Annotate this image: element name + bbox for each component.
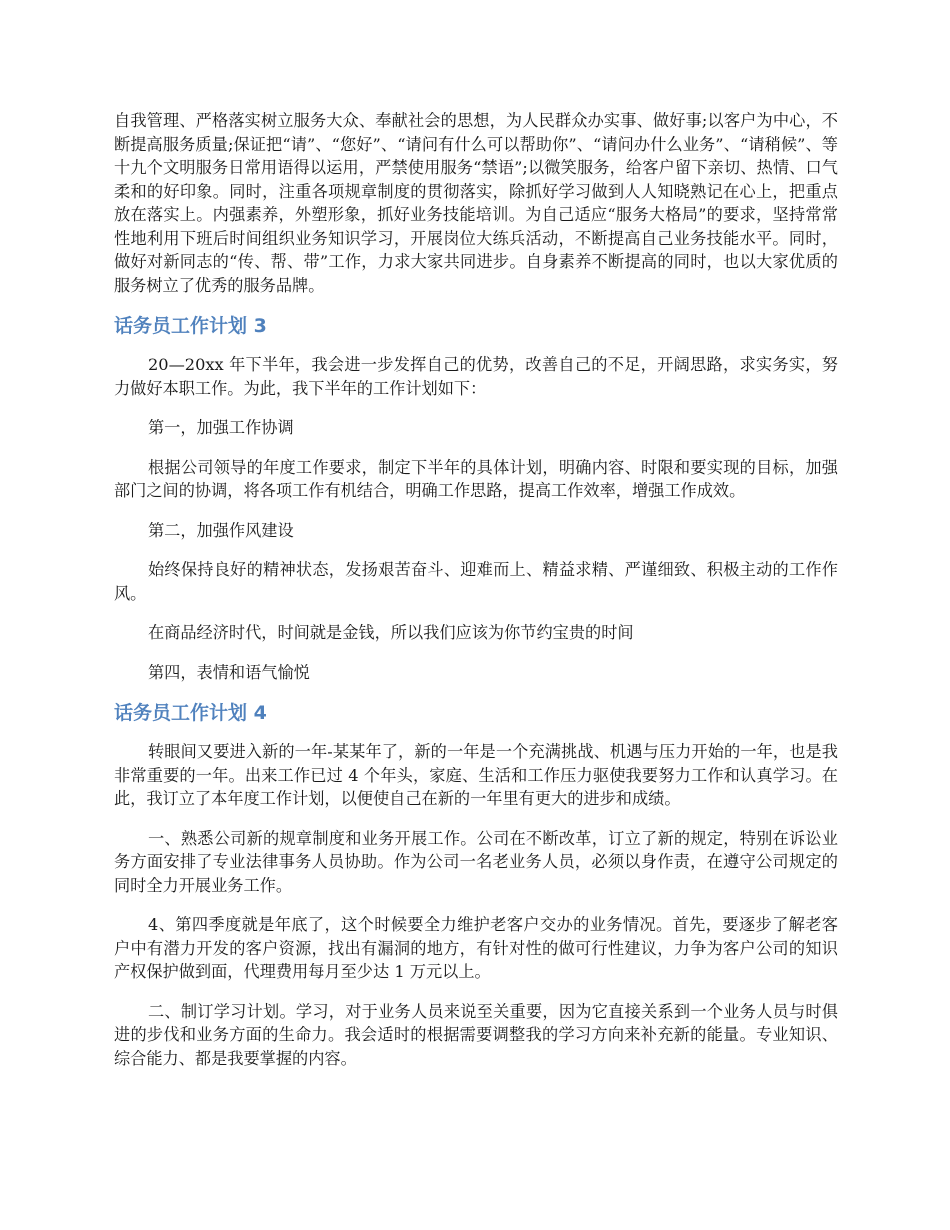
paragraph: 转眼间又要进入新的一年-某某年了，新的一年是一个充满挑战、机遇与压力开始的一年，也是我非常重要的一年。出来工作已过 4 个年头，家庭、生活和工作压力驱使我要努力工作和认真学习。在此，我订立了本年度工作计划，以便使自己在新的一年里有更大的进步和成绩。 — [114, 742, 838, 808]
paragraph: 4、第四季度就是年底了，这个时候要全力维护老客户交办的业务情况。首先，要逐步了解老客户中有潜力开发的客户资源，找出有漏洞的地方，有针对性的做可行性建议，力争为客户公司的知识产权保护做到面，代理费用每月至少达 1 万元以上。 — [114, 915, 838, 981]
section-heading-4: 话务员工作计划 4 — [114, 702, 267, 724]
paragraph: 一、熟悉公司新的规章制度和业务开展工作。公司在不断改革，订立了新的规定，特别在诉讼业务方面安排了专业法律事务人员协助。作为公司一名老业务人员，必须以身作责，在遵守公司规定的同时全力开展业务工作。 — [114, 828, 838, 895]
paragraph: 自我管理、严格落实树立服务大众、奉献社会的思想，为人民群众办实事、做好事;以客户为中心，不断提高服务质量;保证把“请”、“您好”、“请问有什么可以帮助你”、“请问办什么业务”、“请稍候”、等十九个文明服务日常用语得以运用，严禁使用服务“禁语”;以微笑服务，给客户留下亲切、热情、口气柔和的好印象。同时，注重各项规章制度的贯彻落实，除抓好学习做到人人知晓熟记在心上，把重点放在落实上。内强素养，外塑形象，抓好业务技能培训。为自己适应“服务大格局”的要求，坚持常常性地利用下班后时间组织业务知识学习，开展岗位大练兵活动，不断提高自己业务技能水平。同时，做好对新同志的“传、帮、带”工作，力求大家共同进步。自身素养不断提高的同时，也以大家优质的服务树立了优秀的服务品牌。 — [114, 111, 838, 295]
paragraph: 始终保持良好的精神状态，发扬艰苦奋斗、迎难而上、精益求精、严谨细致、积极主动的工作作风。 — [114, 560, 838, 603]
section-heading-3: 话务员工作计划 3 — [114, 315, 267, 337]
paragraph: 20—20xx 年下半年，我会进一步发挥自己的优势，改善自己的不足，开阔思路，求实务实，努力做好本职工作。为此，我下半年的工作计划如下： — [114, 355, 838, 398]
paragraph: 第二，加强作风建设 — [148, 520, 294, 540]
paragraph: 第四，表情和语气愉悦 — [148, 662, 310, 682]
paragraph: 二、制订学习计划。学习，对于业务人员来说至关重要，因为它直接关系到一个业务人员与时俱进的步伐和业务方面的生命力。我会适时的根据需要调整我的学习方向来补充新的能量。专业知识、综合能力、都是我要掌握的内容。 — [114, 1001, 838, 1068]
paragraph: 根据公司领导的年度工作要求，制定下半年的具体计划，明确内容、时限和要实现的目标，加强部门之间的协调，将各项工作有机结合，明确工作思路，提高工作效率，增强工作成效。 — [114, 457, 838, 500]
paragraph: 在商品经济时代，时间就是金钱，所以我们应该为你节约宝贵的时间 — [148, 623, 634, 642]
document-body — [114, 109, 838, 1086]
paragraph: 第一，加强工作协调 — [148, 418, 294, 437]
